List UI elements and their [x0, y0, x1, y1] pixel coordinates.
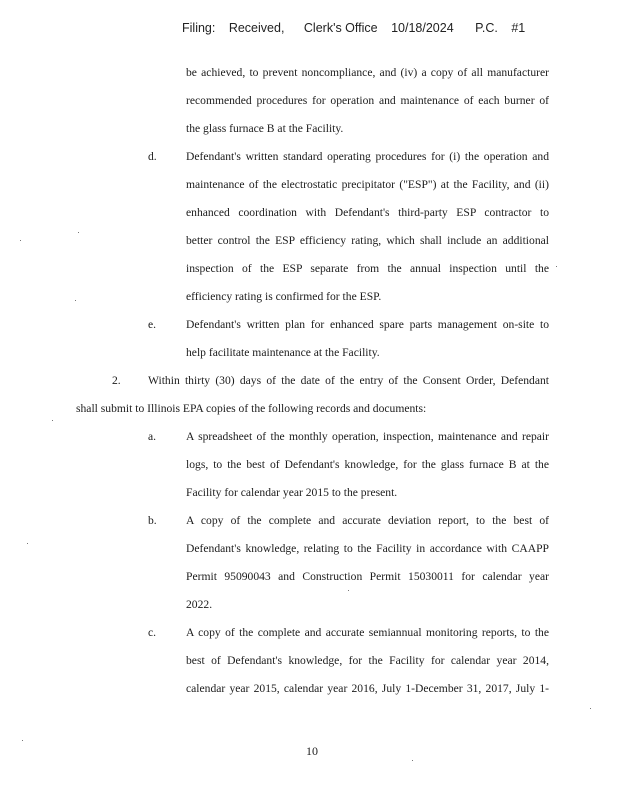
- text-line: logs, to the best of Defendant's knowledge, for the glass furnace B at the: [186, 458, 549, 471]
- filing-header: [182, 21, 525, 35]
- scan-speck: [52, 420, 53, 421]
- text-line: Facility for calendar year 2015 to the present.: [186, 486, 398, 499]
- text-line: Defendant's knowledge, relating to the Facility in accordance with CAAPP: [186, 542, 549, 555]
- header-date: 10/18/2024: [391, 21, 454, 35]
- header-filing: Filing:: [182, 21, 216, 35]
- header-received: Received,: [228, 21, 285, 35]
- scan-speck: [412, 760, 413, 761]
- text-line: A copy of the complete and accurate semiannual monitoring reports, to the: [186, 626, 549, 639]
- paragraph-number-2: 2.: [112, 374, 121, 387]
- text-line: efficiency rating is confirmed for the ESP.: [186, 290, 382, 303]
- item-label-1d: d.: [148, 150, 157, 163]
- header-pc: P.C.: [475, 21, 498, 35]
- item-label-2a: a.: [148, 430, 157, 443]
- text-line: better control the ESP efficiency rating, which shall include an additional: [186, 234, 549, 247]
- scan-speck: [20, 240, 21, 241]
- item-label-2c: c.: [148, 626, 157, 639]
- scan-speck: [556, 266, 557, 267]
- text-line: Defendant's written plan for enhanced spare parts management on-site to: [186, 318, 549, 331]
- text-line: best of Defendant's knowledge, for the Facility for calendar year 2014,: [186, 654, 549, 667]
- text-line: Permit 95090043 and Construction Permit 15030011 for calendar year: [186, 570, 549, 583]
- text-line: help facilitate maintenance at the Facility.: [186, 346, 380, 359]
- text-line: A spreadsheet of the monthly operation, inspection, maintenance and repair: [186, 430, 549, 443]
- text-line: shall submit to Illinois EPA copies of the following records and documents:: [76, 402, 427, 415]
- text-line: maintenance of the electrostatic precipitator ("ESP") at the Facility, and (ii): [186, 178, 549, 191]
- header-clerks-office: Clerk's Office: [303, 21, 378, 35]
- text-line: be achieved, to prevent noncompliance, and (iv) a copy of all manufacturer: [186, 66, 549, 79]
- text-line: inspection of the ESP separate from the annual inspection until the: [186, 262, 549, 275]
- text-line: enhanced coordination with Defendant's third-party ESP contractor to: [186, 206, 549, 219]
- scan-speck: [75, 300, 76, 301]
- item-label-1e: e.: [148, 318, 157, 331]
- scan-speck: [348, 590, 349, 591]
- scan-speck: [27, 543, 28, 544]
- text-line: calendar year 2015, calendar year 2016, July 1-December 31, 2017, July 1-: [186, 682, 549, 695]
- text-line: recommended procedures for operation and maintenance of each burner of: [186, 94, 549, 107]
- scan-speck: [78, 232, 79, 233]
- scan-speck: [590, 708, 591, 709]
- header-number: #1: [511, 21, 526, 35]
- page-number: 10: [306, 744, 318, 758]
- scan-speck: [22, 740, 23, 741]
- text-line: the glass furnace B at the Facility.: [186, 122, 344, 135]
- text-line: Within thirty (30) days of the date of the entry of the Consent Order, Defendant: [148, 374, 549, 387]
- text-line: 2022.: [186, 598, 213, 611]
- text-line: Defendant's written standard operating procedures for (i) the operation and: [186, 150, 549, 163]
- text-line: A copy of the complete and accurate deviation report, to the best of: [186, 514, 549, 527]
- item-label-2b: b.: [148, 514, 157, 527]
